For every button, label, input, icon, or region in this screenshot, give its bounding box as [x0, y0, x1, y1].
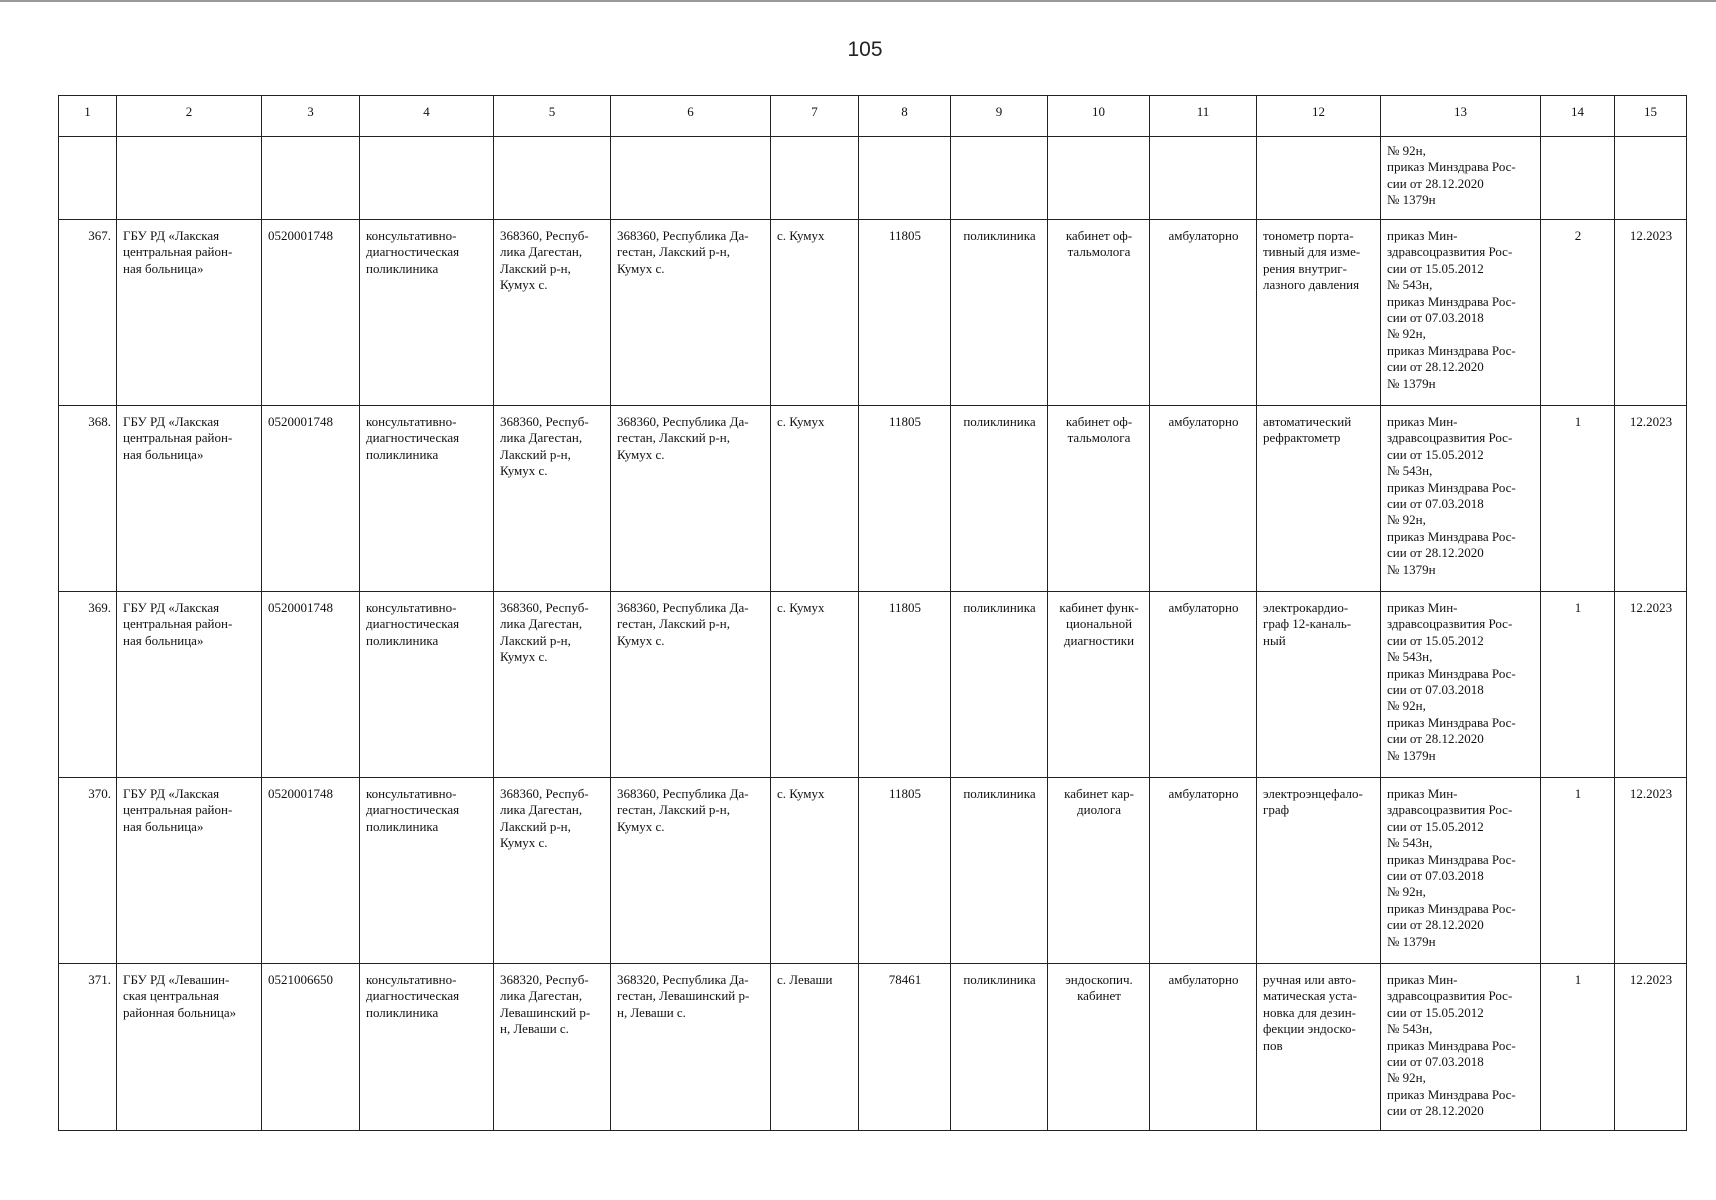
care-conditions-cell: амбулаторно — [1150, 592, 1257, 778]
organization-name-cell: ГБУ РД «Левашин- ская центральная районная больница» — [117, 964, 262, 1131]
unit-type-cell: консультативно- диагностическая поликлиника — [360, 964, 494, 1131]
equipment-cell: тонометр порта- тивный для изме- рения внутриг- лазного давления — [1257, 220, 1381, 406]
code-cell: 11805 — [859, 220, 951, 406]
table-cell — [859, 137, 951, 220]
quantity-cell: 2 — [1541, 220, 1615, 406]
care-conditions-cell: амбулаторно — [1150, 778, 1257, 964]
cabinet-cell: эндоскопич. кабинет — [1048, 964, 1150, 1131]
row-number-cell: 367. — [59, 220, 117, 406]
legal-basis-cell: приказ Мин- здравсоцразвития Рос- сии от 15.05.2012 № 543н, приказ Минздрава Рос- сии от 07.03.2018 № 92н, приказ Минздрава Рос- сии от 28.12.2020 № 1379н — [1381, 778, 1541, 964]
column-header: 9 — [951, 96, 1048, 137]
table-cell — [1615, 137, 1687, 220]
unit-type-cell: консультативно- диагностическая поликлиника — [360, 220, 494, 406]
table-row — [59, 964, 1687, 1131]
quantity-cell: 1 — [1541, 406, 1615, 592]
table-cell — [117, 137, 262, 220]
table-cell — [951, 137, 1048, 220]
deadline-cell: 12.2023 — [1615, 406, 1687, 592]
page-number: 105 — [847, 38, 883, 61]
table-cell — [360, 137, 494, 220]
row-number-cell: 370. — [59, 778, 117, 964]
table-cell — [1150, 137, 1257, 220]
row-number-cell: 369. — [59, 592, 117, 778]
column-header: 3 — [262, 96, 360, 137]
actual-address-cell: 368360, Республика Да- гестан, Лакский р-н, Кумух с. — [611, 220, 771, 406]
cabinet-cell: кабинет оф- тальмолога — [1048, 220, 1150, 406]
department-cell: поликлиника — [951, 406, 1048, 592]
equipment-cell: ручная или авто- матическая уста- новка для дезин- фекции эндоско- пов — [1257, 964, 1381, 1131]
cabinet-cell: кабинет оф- тальмолога — [1048, 406, 1150, 592]
column-header: 7 — [771, 96, 859, 137]
deadline-cell: 12.2023 — [1615, 778, 1687, 964]
deadline-cell: 12.2023 — [1615, 592, 1687, 778]
legal-address-cell: 368360, Респуб- лика Дагестан, Лакский р-н, Кумух с. — [494, 220, 611, 406]
actual-address-cell: 368360, Республика Да- гестан, Лакский р-н, Кумух с. — [611, 778, 771, 964]
locality-cell: с. Кумух — [771, 406, 859, 592]
legal-basis-cell: приказ Мин- здравсоцразвития Рос- сии от 15.05.2012 № 543н, приказ Минздрава Рос- сии от 07.03.2018 № 92н, приказ Минздрава Рос- сии от 28.12.2020 № 1379н — [1381, 220, 1541, 406]
column-header: 12 — [1257, 96, 1381, 137]
column-header: 15 — [1615, 96, 1687, 137]
table-cell — [771, 137, 859, 220]
equipment-cell: автоматический рефрактометр — [1257, 406, 1381, 592]
legal-basis-cell: № 92н, приказ Минздрава Рос- сии от 28.12.2020 № 1379н — [1381, 137, 1541, 220]
legal-address-cell: 368360, Респуб- лика Дагестан, Лакский р-н, Кумух с. — [494, 406, 611, 592]
inn-cell: 0520001748 — [262, 778, 360, 964]
care-conditions-cell: амбулаторно — [1150, 964, 1257, 1131]
cabinet-cell: кабинет функ- циональной диагностики — [1048, 592, 1150, 778]
locality-cell: с. Леваши — [771, 964, 859, 1131]
care-conditions-cell: амбулаторно — [1150, 406, 1257, 592]
table-row-continuation — [59, 137, 1687, 220]
quantity-cell: 1 — [1541, 964, 1615, 1131]
department-cell: поликлиника — [951, 592, 1048, 778]
organization-name-cell: ГБУ РД «Лакская центральная район- ная больница» — [117, 592, 262, 778]
table-cell — [611, 137, 771, 220]
table-row — [59, 592, 1687, 778]
inn-cell: 0520001748 — [262, 406, 360, 592]
legal-address-cell: 368320, Респуб- лика Дагестан, Левашинский р- н, Леваши с. — [494, 964, 611, 1131]
legal-basis-cell: приказ Мин- здравсоцразвития Рос- сии от 15.05.2012 № 543н, приказ Минздрава Рос- сии от 07.03.2018 № 92н, приказ Минздрава Рос- сии от 28.12.2020 — [1381, 964, 1541, 1131]
organization-name-cell: ГБУ РД «Лакская центральная район- ная больница» — [117, 778, 262, 964]
actual-address-cell: 368360, Республика Да- гестан, Лакский р-н, Кумух с. — [611, 592, 771, 778]
code-cell: 78461 — [859, 964, 951, 1131]
unit-type-cell: консультативно- диагностическая поликлиника — [360, 406, 494, 592]
column-number-row — [59, 96, 1687, 137]
table-cell — [59, 137, 117, 220]
column-header: 14 — [1541, 96, 1615, 137]
unit-type-cell: консультативно- диагностическая поликлиника — [360, 778, 494, 964]
column-header: 8 — [859, 96, 951, 137]
column-header: 10 — [1048, 96, 1150, 137]
equipment-cell: электрокардио- граф 12-каналь- ный — [1257, 592, 1381, 778]
locality-cell: с. Кумух — [771, 220, 859, 406]
row-number-cell: 368. — [59, 406, 117, 592]
table-cell — [1257, 137, 1381, 220]
column-header: 13 — [1381, 96, 1541, 137]
scan-edge — [0, 0, 1716, 2]
table-row — [59, 406, 1687, 592]
organization-name-cell: ГБУ РД «Лакская центральная район- ная больница» — [117, 220, 262, 406]
column-header: 1 — [59, 96, 117, 137]
table-body — [59, 137, 1687, 1131]
locality-cell: с. Кумух — [771, 778, 859, 964]
table-row — [59, 220, 1687, 406]
department-cell: поликлиника — [951, 778, 1048, 964]
column-header: 5 — [494, 96, 611, 137]
legal-basis-cell: приказ Мин- здравсоцразвития Рос- сии от 15.05.2012 № 543н, приказ Минздрава Рос- сии от 07.03.2018 № 92н, приказ Минздрава Рос- сии от 28.12.2020 № 1379н — [1381, 592, 1541, 778]
table-cell — [262, 137, 360, 220]
column-header: 6 — [611, 96, 771, 137]
legal-address-cell: 368360, Респуб- лика Дагестан, Лакский р-н, Кумух с. — [494, 778, 611, 964]
table-cell — [1541, 137, 1615, 220]
code-cell: 11805 — [859, 406, 951, 592]
deadline-cell: 12.2023 — [1615, 220, 1687, 406]
care-conditions-cell: амбулаторно — [1150, 220, 1257, 406]
actual-address-cell: 368320, Республика Да- гестан, Левашинский р- н, Леваши с. — [611, 964, 771, 1131]
inn-cell: 0521006650 — [262, 964, 360, 1131]
cabinet-cell: кабинет кар- диолога — [1048, 778, 1150, 964]
quantity-cell: 1 — [1541, 778, 1615, 964]
code-cell: 11805 — [859, 592, 951, 778]
table-cell — [1048, 137, 1150, 220]
row-number-cell: 371. — [59, 964, 117, 1131]
column-header: 4 — [360, 96, 494, 137]
legal-basis-cell: приказ Мин- здравсоцразвития Рос- сии от 15.05.2012 № 543н, приказ Минздрава Рос- сии от 07.03.2018 № 92н, приказ Минздрава Рос- сии от 28.12.2020 № 1379н — [1381, 406, 1541, 592]
department-cell: поликлиника — [951, 964, 1048, 1131]
legal-address-cell: 368360, Респуб- лика Дагестан, Лакский р-н, Кумух с. — [494, 592, 611, 778]
inn-cell: 0520001748 — [262, 220, 360, 406]
organization-name-cell: ГБУ РД «Лакская центральная район- ная больница» — [117, 406, 262, 592]
inn-cell: 0520001748 — [262, 592, 360, 778]
table-cell — [494, 137, 611, 220]
locality-cell: с. Кумух — [771, 592, 859, 778]
unit-type-cell: консультативно- диагностическая поликлиника — [360, 592, 494, 778]
quantity-cell: 1 — [1541, 592, 1615, 778]
table-row — [59, 778, 1687, 964]
column-header: 2 — [117, 96, 262, 137]
equipment-register-table — [58, 95, 1687, 1131]
column-header: 11 — [1150, 96, 1257, 137]
deadline-cell: 12.2023 — [1615, 964, 1687, 1131]
actual-address-cell: 368360, Республика Да- гестан, Лакский р-н, Кумух с. — [611, 406, 771, 592]
department-cell: поликлиника — [951, 220, 1048, 406]
equipment-cell: электроэнцефало- граф — [1257, 778, 1381, 964]
code-cell: 11805 — [859, 778, 951, 964]
table-header — [59, 96, 1687, 137]
